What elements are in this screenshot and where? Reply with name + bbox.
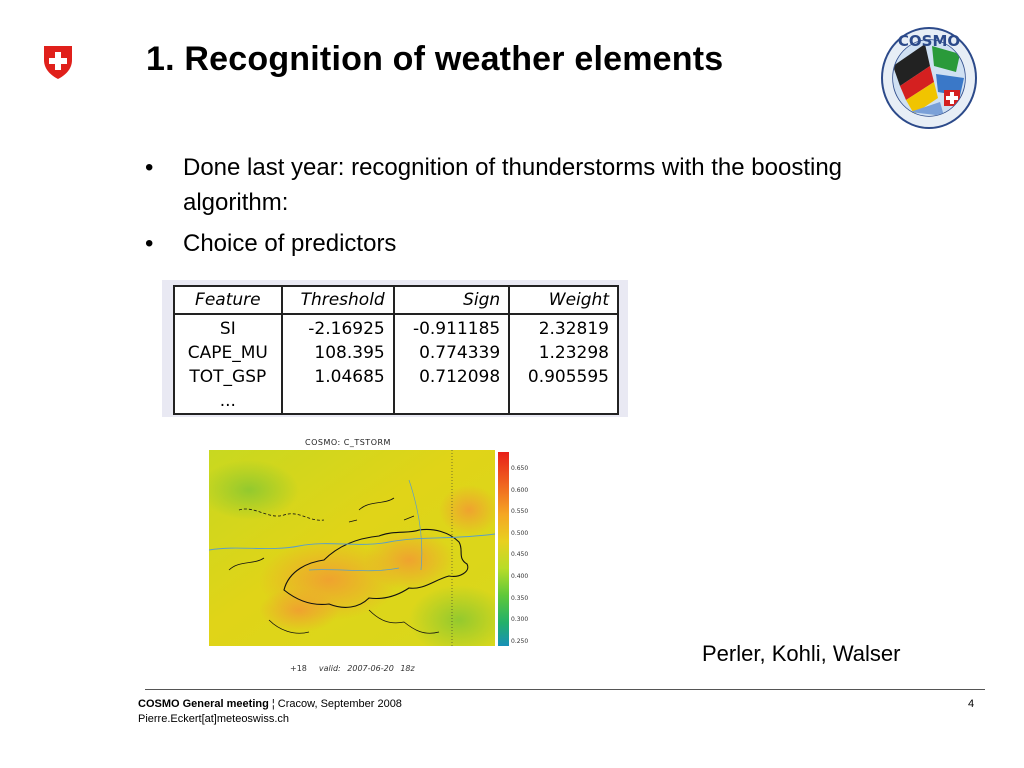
header-threshold: Threshold	[282, 286, 394, 314]
cell-sign: 0.712098	[394, 365, 509, 389]
cosmo-logo	[880, 26, 978, 130]
map-lead-time: +18	[290, 664, 307, 673]
cell-threshold: 1.04685	[282, 365, 394, 389]
cell-weight: 1.23298	[509, 341, 618, 365]
bullet-symbol: •	[145, 154, 154, 181]
footer-separator: ¦	[268, 698, 278, 710]
bullet-item	[145, 226, 925, 261]
cosmo-logo-text: COSMO	[897, 32, 961, 50]
colorbar-tick-label: 0.550	[511, 508, 529, 516]
map-footer	[290, 664, 415, 673]
bullet-list	[145, 150, 925, 267]
header-sign: Sign	[394, 286, 509, 314]
cell-feature: CAPE_MU	[187, 343, 268, 363]
map-valid-time: valid: 2007-06-20 18z	[318, 664, 415, 673]
header-feature: Feature	[174, 286, 282, 314]
cell-weight: 2.32819	[509, 314, 618, 341]
cell-sign	[394, 389, 509, 414]
colorbar-tick-label: 0.600	[511, 486, 529, 494]
authors: Perler, Kohli, Walser	[702, 641, 901, 666]
cell-threshold: 108.395	[282, 341, 394, 365]
cell-threshold	[282, 389, 394, 414]
bullet-symbol: •	[145, 230, 154, 257]
cell-threshold: -2.16925	[282, 314, 394, 341]
table-header-row	[174, 286, 618, 314]
swiss-federal-logo	[42, 44, 74, 80]
footer-location-date: Cracow, September 2008	[277, 698, 402, 710]
colorbar-tick-label: 0.650	[511, 465, 529, 472]
cell-sign: -0.911185	[394, 314, 509, 341]
predictor-table-panel	[162, 280, 628, 417]
cell-sign: 0.774339	[394, 341, 509, 365]
footer-email: Pierre.Eckert[at]meteoswiss.ch	[138, 713, 289, 725]
bullet-text: Choice of predictors	[183, 230, 397, 257]
bullet-item	[145, 150, 925, 220]
colorbar-tick-label: 0.350	[511, 594, 529, 602]
footer-divider	[145, 689, 985, 690]
colorbar-tick-label: 0.250	[511, 637, 529, 645]
header-weight: Weight	[509, 286, 618, 314]
colorbar-tick-label: 0.500	[511, 529, 529, 537]
cell-feature: SI	[219, 319, 236, 339]
predictor-table	[173, 285, 619, 415]
table-row	[174, 314, 618, 341]
table-row	[174, 365, 618, 389]
page-number: 4	[968, 698, 975, 710]
colorbar-tick-label: 0.300	[511, 616, 529, 624]
cell-feature: ...	[219, 391, 236, 411]
table-row	[174, 341, 618, 365]
cell-weight	[509, 389, 618, 414]
colorbar-tick-label: 0.450	[511, 551, 529, 559]
cell-weight: 0.905595	[509, 365, 618, 389]
cell-feature: TOT_GSP	[189, 367, 267, 387]
bullet-text: Done last year: recognition of thunderstorms with the boosting algorithm:	[183, 154, 843, 216]
thunderstorm-probability-map	[209, 450, 495, 646]
map-colorbar	[498, 452, 509, 646]
map-title: COSMO: C_TSTORM	[305, 438, 391, 447]
table-row	[174, 389, 618, 414]
footer-event-line	[138, 698, 402, 710]
slide-title: 1. Recognition of weather elements	[146, 40, 724, 78]
colorbar-tick-label: 0.400	[511, 573, 529, 580]
footer-event: COSMO General meeting	[138, 698, 269, 710]
